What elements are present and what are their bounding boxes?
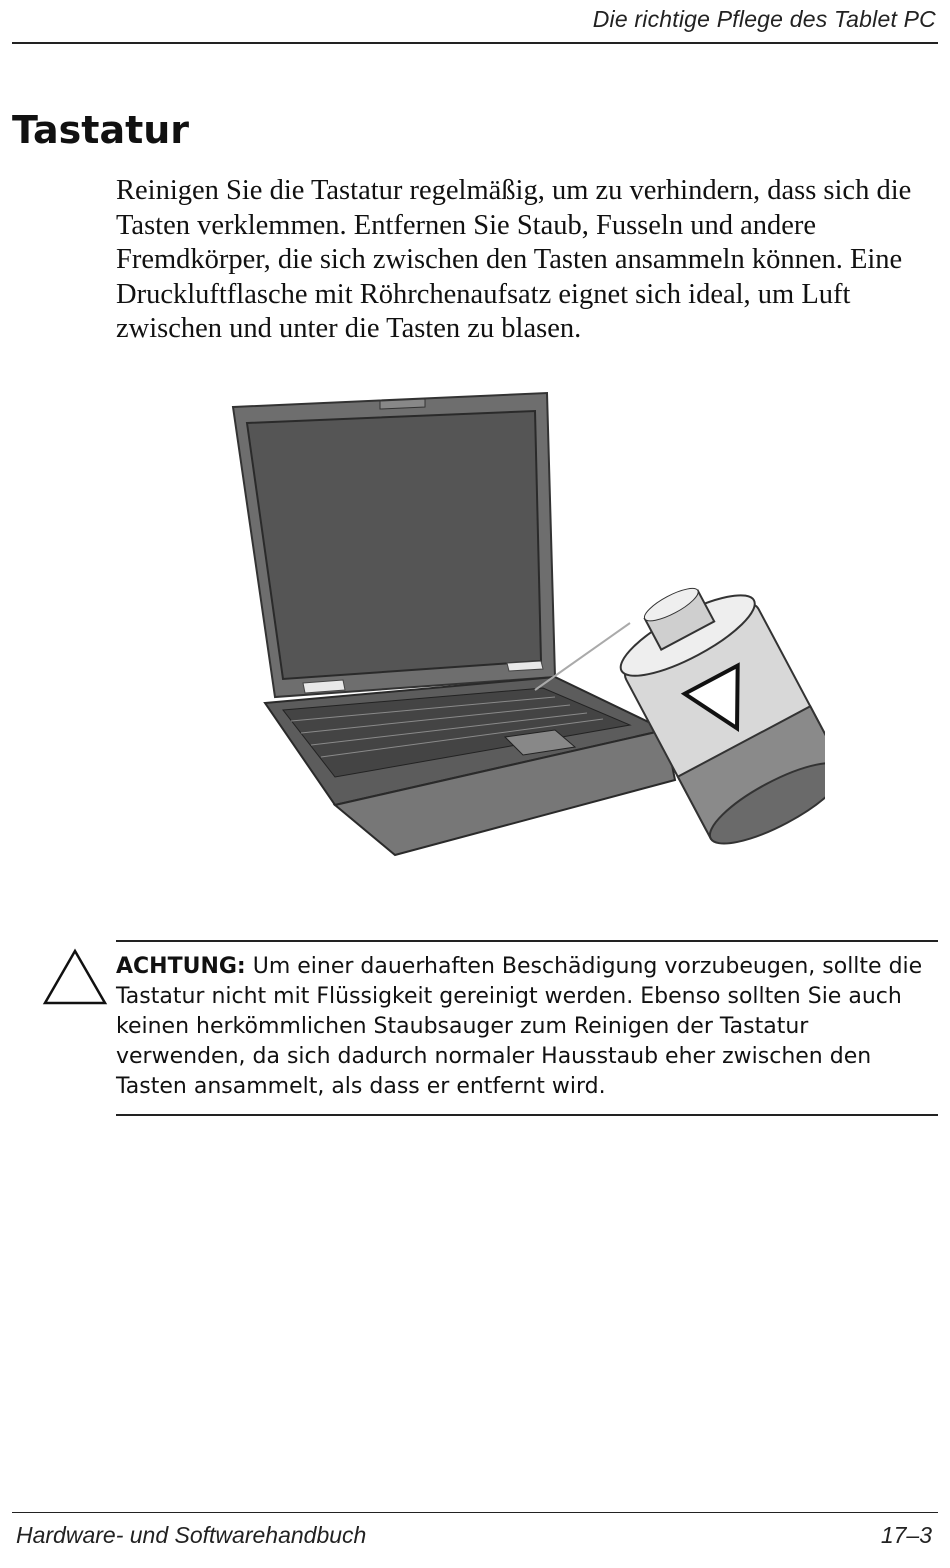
caution-text: Um einer dauerhaften Beschädigung vorzubeugen, sollte die Tastatur nicht mit Flüssigkeit gereinigt werden. Ebenso sollten Sie auch keinen herkömmlichen Staubsauger zum Reinigen der Tastatur verwenden, da sich dadurch normaler Hausstaub eher zwischen den Tasten ansammelt, als dass er entfernt wird. — [116, 954, 923, 1099]
running-header: Die richtige Pflege des Tablet PC — [592, 6, 936, 32]
header-rule — [12, 42, 938, 44]
caution-label: ACHTUNG: — [116, 954, 246, 979]
page-number: 17–3 — [880, 1522, 932, 1548]
footer-book-title: Hardware- und Softwarehandbuch — [16, 1522, 367, 1548]
caution-top-rule — [116, 940, 938, 942]
warning-triangle-icon — [42, 948, 108, 1006]
body-paragraph: Reinigen Sie die Tastatur regelmäßig, um zu verhindern, dass sich die Tasten verklemmen. Entfernen Sie Staub, Fusseln und andere Fremdkörper, die sich zwischen den Tasten ansammeln können. Eine Druckluftflasche mit Röhrchenaufsatz eignet sich ideal, um Luft zwischen und unter die Tasten zu blasen. — [116, 175, 912, 344]
laptop-cleaning-illustration — [225, 385, 825, 860]
section-heading: Tastatur — [12, 108, 190, 152]
footer-rule — [12, 1512, 938, 1513]
caution-bottom-rule — [116, 1114, 938, 1116]
caution-notice — [116, 952, 938, 1102]
